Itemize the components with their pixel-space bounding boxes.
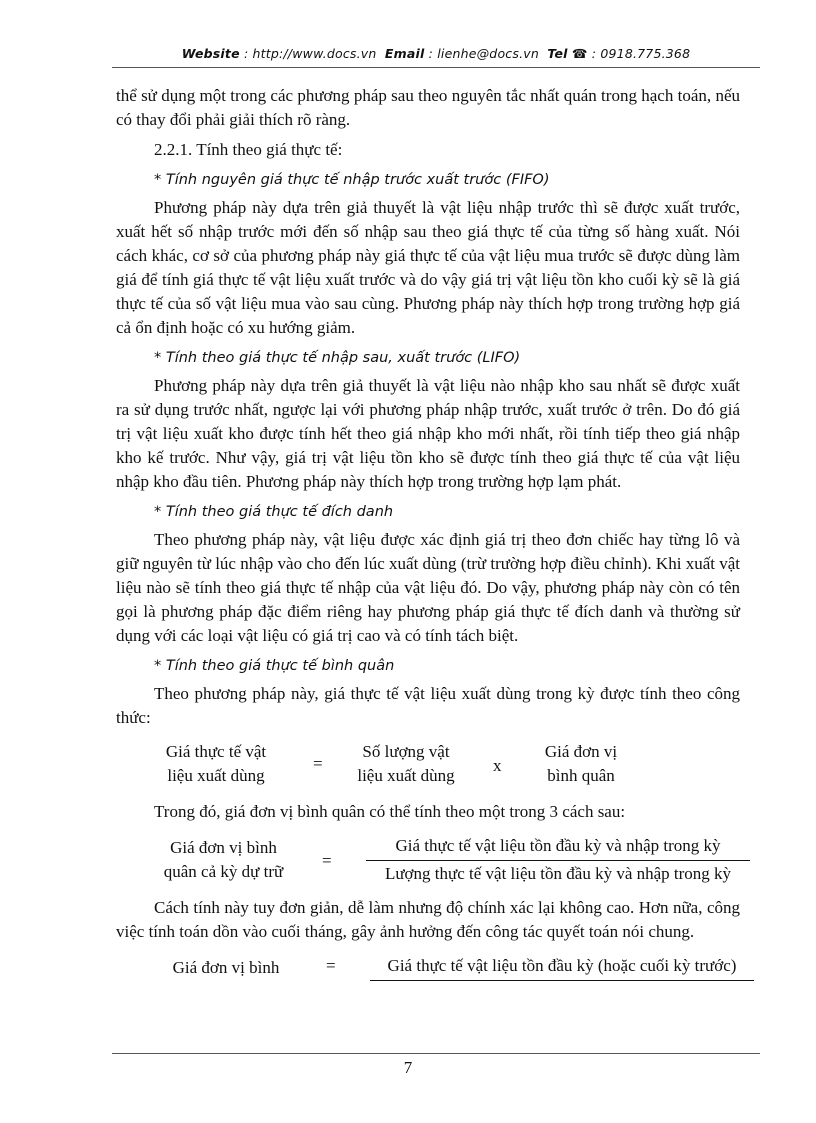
fifo-paragraph: Phương pháp này dựa trên giả thuyết là vật liệu nhập trước thì sẽ được xuất trước, xuất hết số nhập trước mới đến số nhập sau theo giá thực tế của từng số hàng xuất. Nói cách khác, cơ sở của phương pháp này giá thực tế của vật liệu mua trước sẽ được dùng làm giá để tính giá thực tế vật liệu xuất trước và do vậy giá trị vật liệu tồn kho cuối kỳ sẽ là giá thực tế của số vật liệu mua vào sau cùng. Phương pháp này thích hợp trong trường hợp giá cả ổn định hoặc có xu hướng giảm. [116,198,740,337]
formula1-times: x [493,756,502,775]
note-paragraph: Cách tính này tuy đơn giản, dễ làm nhưng độ chính xác lại không cao. Hơn nữa, công việc tính toán dồn vào cuối tháng, gây ảnh hưởng đến công tác quyết toán nói chung. [116,898,740,941]
phone-icon: ☎ [571,46,588,61]
formula2-equals: = [322,851,332,870]
website-value: : http://www.docs.vn [243,46,377,61]
specific-paragraph: Theo phương pháp này, vật liệu được xác định giá trị theo đơn chiếc hay từng lô và giữ nguyên từ lúc nhập vào cho đến lúc xuất dùng (trừ trường hợp điều chỉnh). Khi xuất vật liệu nào sẽ tính theo giá thực tế nhập của vật liệu đó. Do vậy, phương pháp này còn có tên gọi là phương pháp đặc điểm riêng hay phương pháp giá thực tế đích danh và thường sử dụng với các loại vật liệu có giá trị cao và có tính tách biệt. [116,530,740,645]
formula2-lhs: Giá đơn vị bình quân cả kỳ dự trữ [163,838,284,881]
formula-average-period [116,830,740,892]
formula3-numerator: Giá thực tế vật liệu tồn đầu kỳ (hoặc cuối kỳ trước) [387,956,737,975]
specific-title: * Tính theo giá thực tế đích danh [154,504,394,520]
paragraph-intro: thể sử dụng một trong các phương pháp sau theo nguyên tắc nhất quán trong hạch toán, nếu có thay đổi phải giải thích rõ ràng. [116,86,740,129]
tel-value: : 0918.775.368 [591,46,691,61]
formula1-equals: = [313,754,323,773]
average-paragraph: Theo phương pháp này, giá thực tế vật liệu xuất dùng trong kỳ được tính theo công thức: [116,684,740,727]
document-body [116,84,740,982]
section-heading-2-2-1: 2.2.1. Tính theo giá thực tế: [154,140,343,159]
formula1-quantity: Số lượng vật liệu xuất dùng [357,742,455,785]
formula-issue-price [116,736,740,796]
website-label: Website [181,46,240,61]
formula-average-previous [116,950,740,982]
lifo-paragraph: Phương pháp này dựa trên giả thuyết là vật liệu nào nhập kho sau nhất sẽ được xuất ra sử dụng trước nhất, ngược lại với phương pháp nhập trước, xuất trước ở trên. Do đó giá trị vật liệu xuất kho được tính hết theo giá nhập kho mới nhất, rồi tính tiếp theo giá nhập kho kế trước. Như vậy, giá trị vật liệu tồn kho sẽ được tính theo giá thực tế của vật liệu nhập kho đầu tiên. Phương pháp này thích hợp trong trường hợp lạm phát. [116,376,740,491]
formula3-lhs: Giá đơn vị bình [172,958,280,977]
lifo-title: * Tính theo giá thực tế nhập sau, xuất trước (LIFO) [154,350,521,366]
email-label: Email [384,46,425,61]
email-value: : lienhe@docs.vn [428,46,539,61]
formula2-fraction-bar [366,860,750,861]
formula2-numerator: Giá thực tế vật liệu tồn đầu kỳ và nhập trong kỳ [395,836,721,855]
formula1-lhs: Giá thực tế vật liệu xuất dùng [165,742,267,785]
where-paragraph: Trong đó, giá đơn vị bình quân có thể tính theo một trong 3 cách sau: [154,802,626,821]
page-header [112,46,760,61]
page-number: 7 [403,1058,413,1077]
footer-rule [112,1053,760,1054]
average-title: * Tính theo giá thực tế bình quân [154,658,395,674]
formula2-denominator: Lượng thực tế vật liệu tồn đầu kỳ và nhập trong kỳ [384,864,732,883]
formula3-fraction-bar [370,980,754,981]
formula1-unit-price: Giá đơn vị bình quân [544,742,618,785]
header-rule [112,67,760,68]
tel-label: Tel [547,46,568,61]
formula3-equals: = [326,956,336,975]
fifo-title: * Tính nguyên giá thực tế nhập trước xuất trước (FIFO) [154,172,550,188]
